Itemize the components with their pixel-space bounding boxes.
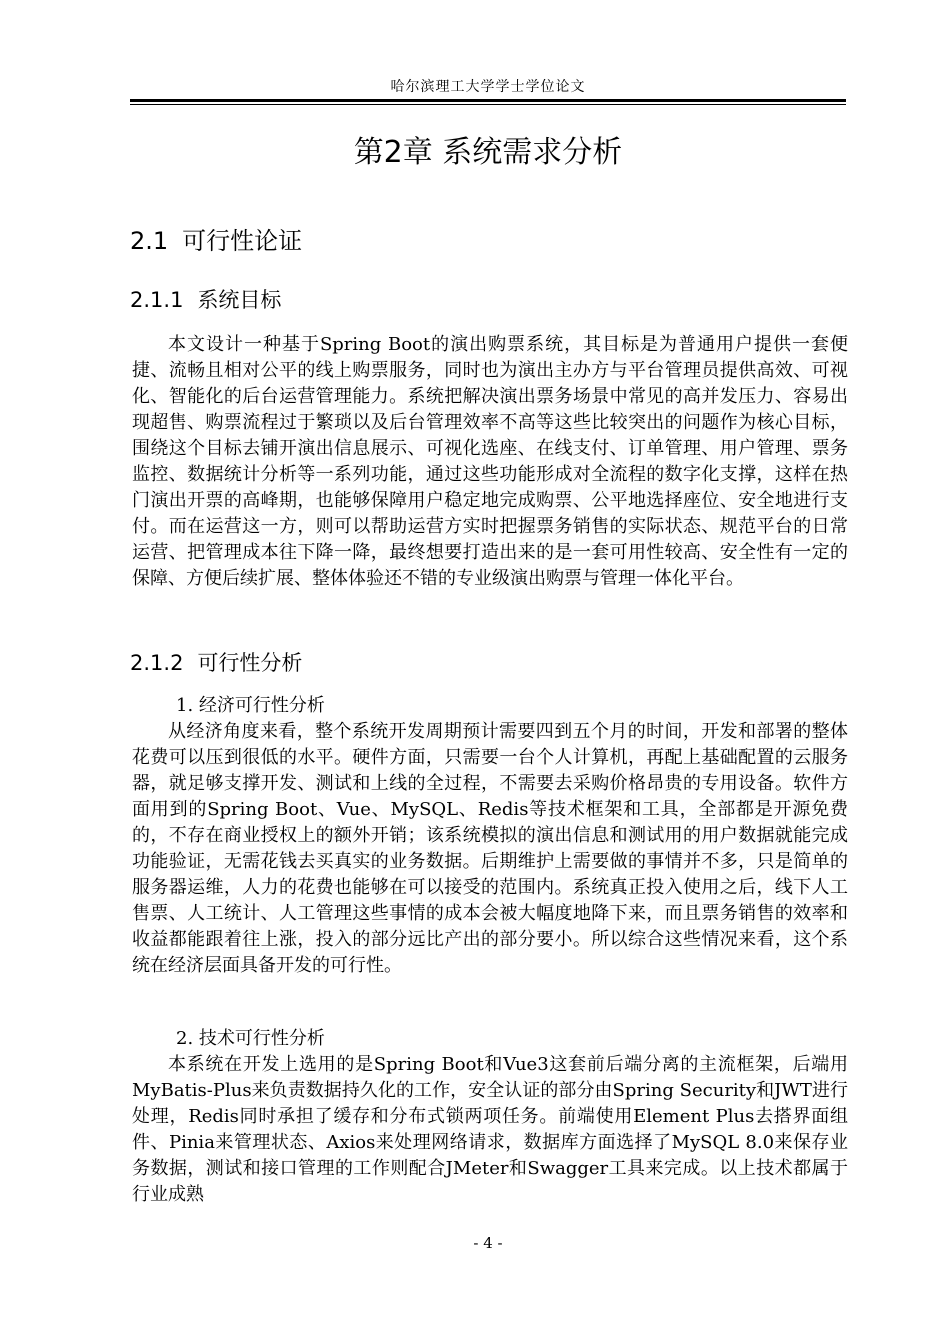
subsection-heading-feasibility [130,649,846,677]
economic-feasibility-label: 1. 经济可行性分析 [176,695,325,716]
technical-feasibility-label: 2. 技术可行性分析 [176,1028,325,1049]
section-heading [130,225,846,257]
technical-feasibility-paragraph: 本系统在开发上选用的是Spring Boot和Vue3这套前后端分离的主流框架，后端用MyBatis-Plus来负责数据持久化的工作，安全认证的部分由Spring Security和JWT进行处理，Redis同时承担了缓存和分布式锁两项任务。前端使用Element Plus去搭界面组件、Pinia来管理状态、Axios来处理网络请求，数据库方面选择了MySQL 8.0来保存业务数据，测试和接口管理的工作则配合JMeter和Swagger工具来完成。以上技术都属于行业成熟 [132,1054,848,1205]
subsection-title: 可行性分析 [197,651,303,675]
economic-feasibility-paragraph: 从经济角度来看，整个系统开发周期预计需要四到五个月的时间，开发和部署的整体花费可以压到很低的水平。硬件方面，只需要一台个人计算机，再配上基础配置的云服务器，就足够支撑开发、测试和上线的全过程，不需要去采购价格昂贵的专用设备。软件方面用到的Spring Boot、Vue、MySQL、Redis等技术框架和工具，全部都是开源免费的，不存在商业授权上的额外开销；该系统模拟的演出信息和测试用的用户数据就能完成功能验证，无需花钱去买真实的业务数据。后期维护上需要做的事情并不多，只是简单的服务器运维，人力的花费也能够在可以接受的范围内。系统真正投入使用之后，线下人工售票、人工统计、人工管理这些事情的成本会被大幅度地降下来，而且票务销售的效率和收益都能跟着往上涨，投入的部分远比产出的部分要小。所以综合这些情况来看，这个系统在经济层面具备开发的可行性。 [132,721,848,976]
header-rule-thin [130,104,846,105]
section-number: 2.1 [130,227,169,255]
subsection-number: 2.1.1 [130,288,184,312]
chapter-title: 第2章 系统需求分析 [353,135,623,170]
running-header: 哈尔滨理工大学学士学位论文 [390,79,586,95]
section-title: 可行性论证 [182,227,303,255]
subsection-number: 2.1.2 [130,651,184,675]
subsection-title: 系统目标 [197,288,282,312]
page-number: - 4 - [473,1234,503,1252]
goals-paragraph: 本文设计一种基于Spring Boot的演出购票系统，其目标是为普通用户提供一套便捷、流畅且相对公平的线上购票服务，同时也为演出主办方与平台管理员提供高效、可视化、智能化的后台运营管理能力。系统把解决演出票务场景中常见的高并发压力、容易出现超售、购票流程过于繁琐以及后台管理效率不高等这些比较突出的问题作为核心目标，围绕这个目标去铺开演出信息展示、可视化选座、在线支付、订单管理、用户管理、票务监控、数据统计分析等一系列功能，通过这些功能形成对全流程的数字化支撑，这样在热门演出开票的高峰期，也能够保障用户稳定地完成购票、公平地选择座位、安全地进行支付。而在运营这一方，则可以帮助运营方实时把握票务销售的实际状态、规范平台的日常运营、把管理成本往下降一降，最终想要打造出来的是一套可用性较高、安全性有一定的保障、方便后续扩展、整体体验还不错的专业级演出购票与管理一体化平台。 [132,334,848,589]
subsection-heading-goals [130,286,846,314]
header-rule-thick [130,99,846,102]
